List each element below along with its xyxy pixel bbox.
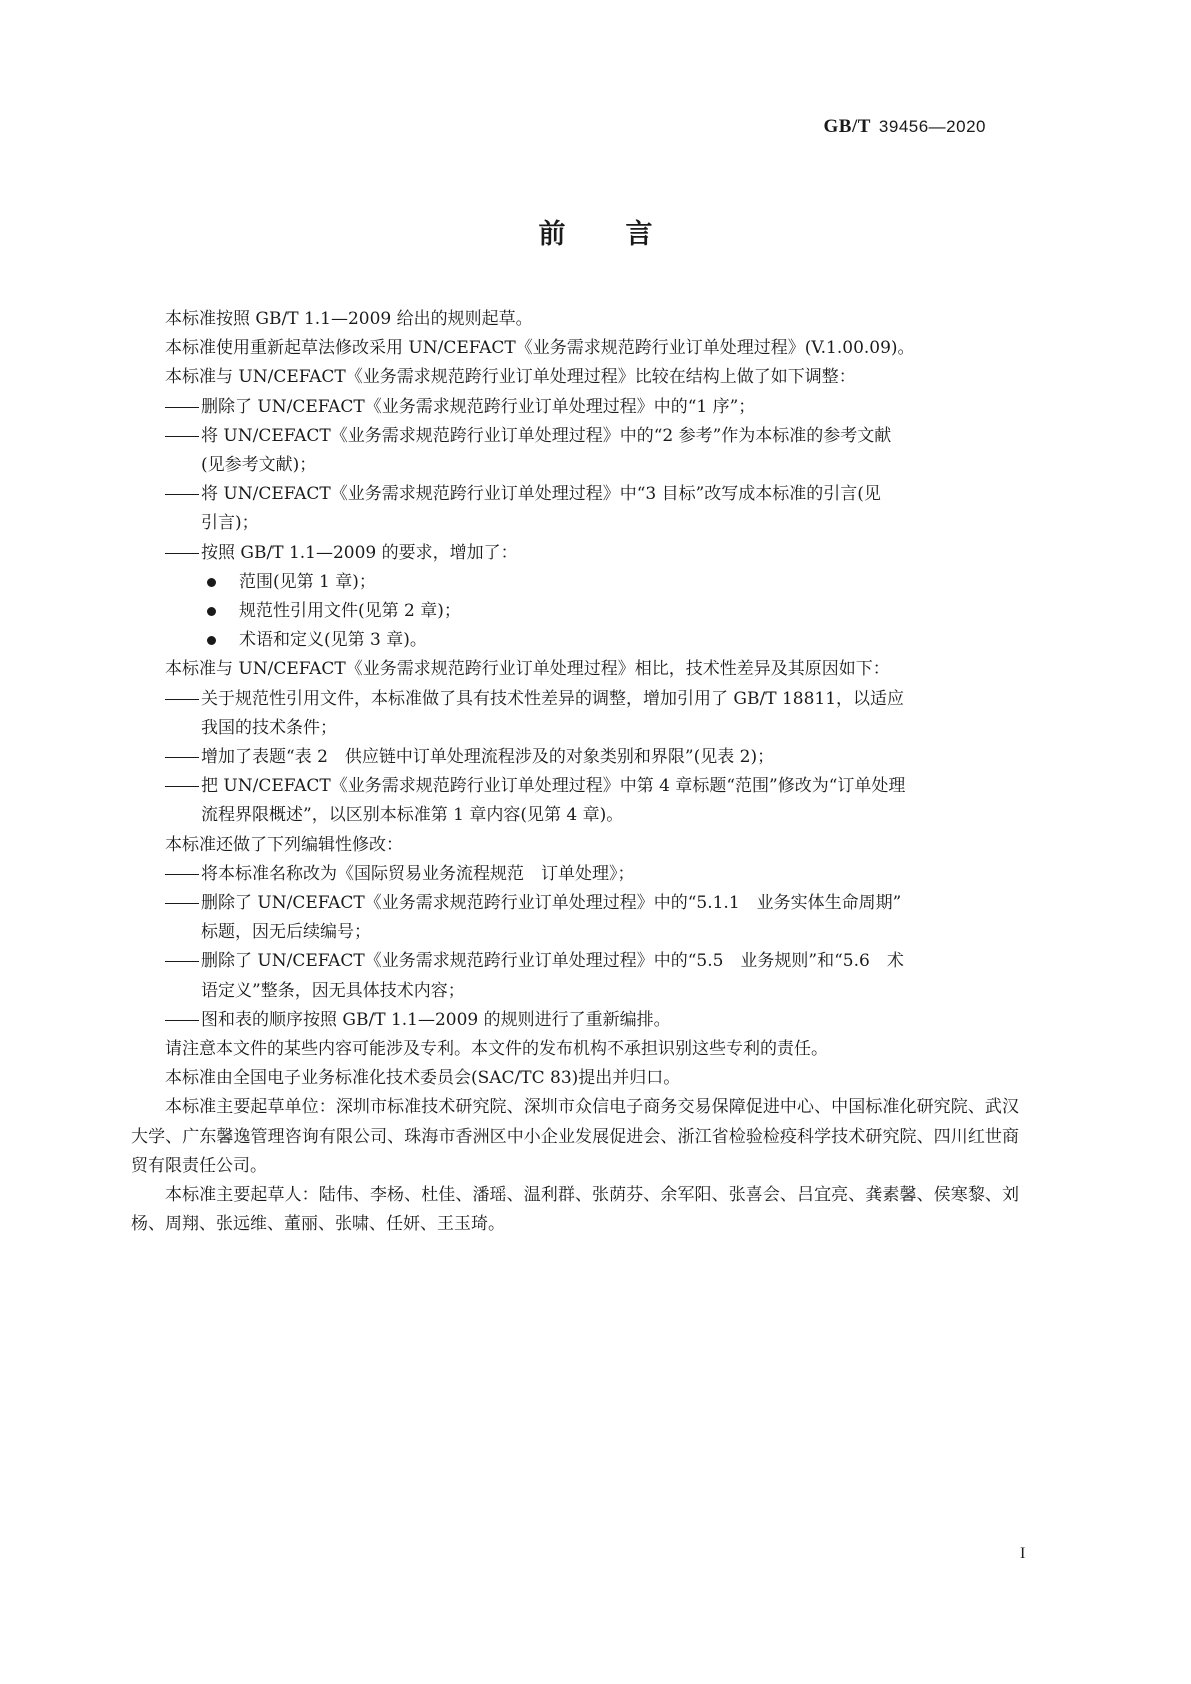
dash-item: 删除了 UN/CEFACT《业务需求规范跨行业订单处理过程》中的“5.1.1 业务实体生命周期” bbox=[165, 889, 985, 918]
page-title bbox=[0, 212, 1191, 251]
body-line: 本标准与 UN/CEFACT《业务需求规范跨行业订单处理过程》比较在结构上做了如下调整： bbox=[165, 367, 856, 388]
dash-item: 按照 GB/T 1.1—2009 的要求，增加了： bbox=[165, 539, 985, 568]
dash-item: 增加了表题“表 2 供应链中订单处理流程涉及的对象类别和界限”(见表 2)； bbox=[165, 743, 985, 772]
page-number: I bbox=[1020, 1545, 1026, 1562]
dash-item: 删除了 UN/CEFACT《业务需求规范跨行业订单处理过程》中的“1 序”； bbox=[165, 393, 985, 422]
body-line: 本标准与 UN/CEFACT《业务需求规范跨行业订单处理过程》相比，技术性差异及其原因如下： bbox=[165, 659, 890, 680]
dash-item: 删除了 UN/CEFACT《业务需求规范跨行业订单处理过程》中的“5.5 业务规则”和“5.6 术 bbox=[165, 947, 985, 976]
title-char-1: 前 bbox=[538, 219, 566, 250]
drafting-units-paragraph: 本标准主要起草单位：深圳市标准技术研究院、深圳市众信电子商务交易保障促进中心、中国标准化研究院、武汉大学、广东馨逸管理咨询有限公司、珠海市香洲区中小企业发展促进会、浙江省检验检疫科学技术研究院、四川红世商贸有限责任公司。 bbox=[131, 1097, 1019, 1176]
bullet-item bbox=[165, 597, 985, 626]
dash-item-continuation: 语定义”整条，因无具体技术内容； bbox=[201, 980, 465, 1001]
standard-number: 39456—2020 bbox=[878, 117, 986, 136]
dash-item: 图和表的顺序按照 GB/T 1.1—2009 的规则进行了重新编排。 bbox=[165, 1006, 985, 1035]
body-line: 本标准使用重新起草法修改采用 UN/CEFACT《业务需求规范跨行业订单处理过程》(V.1.00.09)。 bbox=[165, 338, 915, 359]
bullet-item bbox=[165, 626, 985, 655]
title-char-2: 言 bbox=[625, 219, 653, 250]
dash-item: 将本标准名称改为《国际贸易业务流程规范 订单处理》； bbox=[165, 860, 985, 889]
bullet-icon bbox=[207, 578, 216, 587]
standard-code bbox=[824, 116, 987, 138]
bullet-text: 范围(见第 1 章)； bbox=[239, 571, 376, 592]
bullet-icon bbox=[207, 607, 216, 616]
standard-prefix: GB/T bbox=[823, 116, 871, 137]
bullet-text: 规范性引用文件(见第 2 章)； bbox=[239, 601, 461, 622]
dash-item-continuation: 流程界限概述”，以区别本标准第 1 章内容(见第 4 章)。 bbox=[201, 805, 624, 826]
dash-item-continuation: (见参考文献)； bbox=[201, 455, 317, 476]
dash-item-continuation: 引言)； bbox=[201, 513, 259, 534]
bullet-icon bbox=[207, 636, 216, 645]
dash-item-continuation: 我国的技术条件； bbox=[201, 717, 337, 738]
dash-item: 关于规范性引用文件，本标准做了具有技术性差异的调整，增加引用了 GB/T 18811，以适应 bbox=[165, 685, 985, 714]
body-line: 请注意本文件的某些内容可能涉及专利。本文件的发布机构不承担识别这些专利的责任。 bbox=[165, 1039, 828, 1060]
bullet-text: 术语和定义(见第 3 章)。 bbox=[239, 630, 427, 651]
drafters-paragraph: 本标准主要起草人：陆伟、李杨、杜佳、潘瑶、温利群、张荫芬、余军阳、张喜会、吕宜亮、龚素馨、侯寒黎、刘杨、周翔、张远维、董丽、张啸、任妍、王玉琦。 bbox=[131, 1185, 1019, 1235]
body-line: 本标准按照 GB/T 1.1—2009 给出的规则起草。 bbox=[165, 309, 533, 329]
bullet-item bbox=[165, 568, 985, 597]
dash-item: 将 UN/CEFACT《业务需求规范跨行业订单处理过程》中“3 目标”改写成本标准的引言(见 bbox=[165, 480, 985, 509]
preface-body bbox=[131, 305, 1019, 1240]
body-line: 本标准由全国电子业务标准化技术委员会(SAC/TC 83)提出并归口。 bbox=[165, 1068, 681, 1089]
dash-item: 把 UN/CEFACT《业务需求规范跨行业订单处理过程》中第 4 章标题“范围”修改为“订单处理 bbox=[165, 772, 985, 801]
body-line: 本标准还做了下列编辑性修改： bbox=[165, 834, 403, 855]
dash-item: 将 UN/CEFACT《业务需求规范跨行业订单处理过程》中的“2 参考”作为本标准的参考文献 bbox=[165, 422, 985, 451]
dash-item-continuation: 标题，因无后续编号； bbox=[201, 922, 371, 943]
